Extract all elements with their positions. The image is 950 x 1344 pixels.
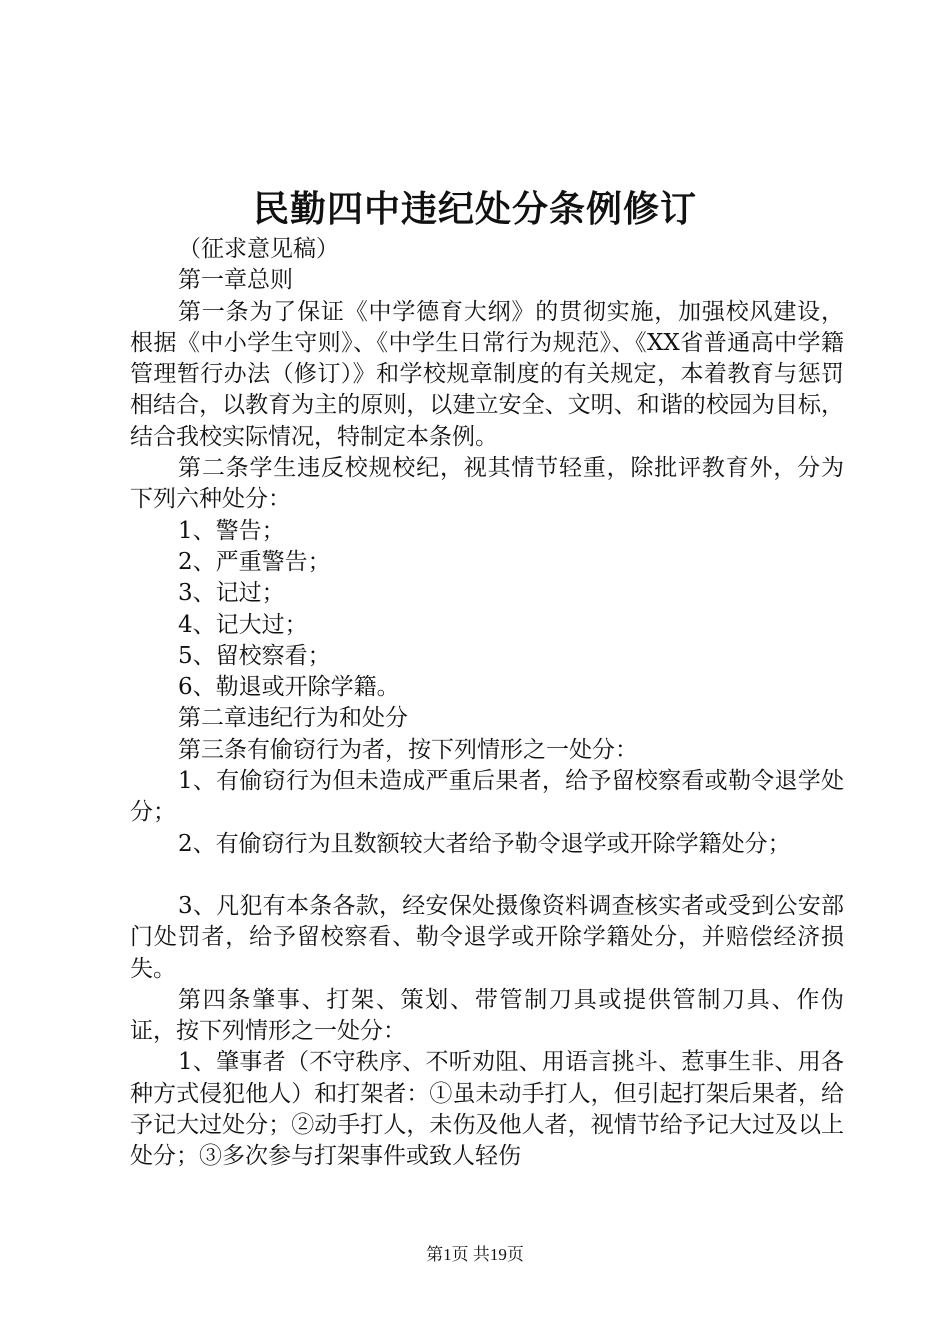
subtitle: （征求意见稿）: [178, 236, 339, 262]
list-item: 1、警告；: [178, 517, 285, 544]
list-item: 3、记过；: [178, 580, 285, 607]
list-item: 6、勒退或开除学籍。: [178, 674, 400, 701]
article-paragraph: 3、凡犯有本条各款，经安保处摄像资料调查核实者或受到公安部门处罚者，给予留校察看、勒令退学或开除学籍处分，并赔偿经济损失。: [130, 892, 844, 982]
article-paragraph: 第三条有偷窃行为者，按下列情形之一处分：: [178, 736, 638, 763]
article-paragraph: 第二条学生违反校规校纪，视其情节轻重，除批评教育外，分为下列六种处分：: [130, 455, 844, 513]
list-item: 2、严重警告；: [178, 548, 331, 575]
article-paragraph: 2、有偷窃行为且数额较大者给予勒令退学或开除学籍处分；: [178, 830, 791, 857]
list-item: 5、留校察看；: [178, 642, 331, 669]
article-paragraph: 第一条为了保证《中学德育大纲》的贯彻实施，加强校风建设，根据《中小学生守则》、《中学生日常行为规范》、《XX省普通高中学籍管理暂行办法（修订）》和学校规章制度的有关规定，本着教育与惩罚相结合，以教育为主的原则，以建立安全、文明、和谐的校园为目标，结合我校实际情况，特制定本条例。: [130, 298, 844, 450]
document-body: [130, 234, 844, 1173]
chapter-heading: 第一章总则: [178, 267, 293, 294]
article-paragraph: 第四条肇事、打架、策划、带管制刀具或提供管制刀具、作伪证，按下列情形之一处分：: [130, 986, 844, 1045]
article-paragraph: 1、肇事者（不守秩序、不听劝阻、用语言挑斗、惹事生非、用各种方式侵犯他人）和打架者：①虽未动手打人，但引起打架后果者，给予记大过处分；②动手打人，未伤及他人者，视情节给予记大过及以上处分；③多次参与打架事件或致人轻伤: [130, 1049, 844, 1170]
list-item: 4、记大过；: [178, 611, 308, 638]
paragraph-gap: [130, 860, 844, 891]
article-paragraph: 1、有偷窃行为但未造成严重后果者，给予留校察看或勒令退学处分；: [130, 768, 844, 826]
document-title: 民勤四中违纪处分条例修订: [252, 188, 697, 230]
chapter-heading: 第二章违纪行为和处分: [178, 705, 408, 732]
page-number: 第1页 共19页: [426, 1245, 524, 1264]
